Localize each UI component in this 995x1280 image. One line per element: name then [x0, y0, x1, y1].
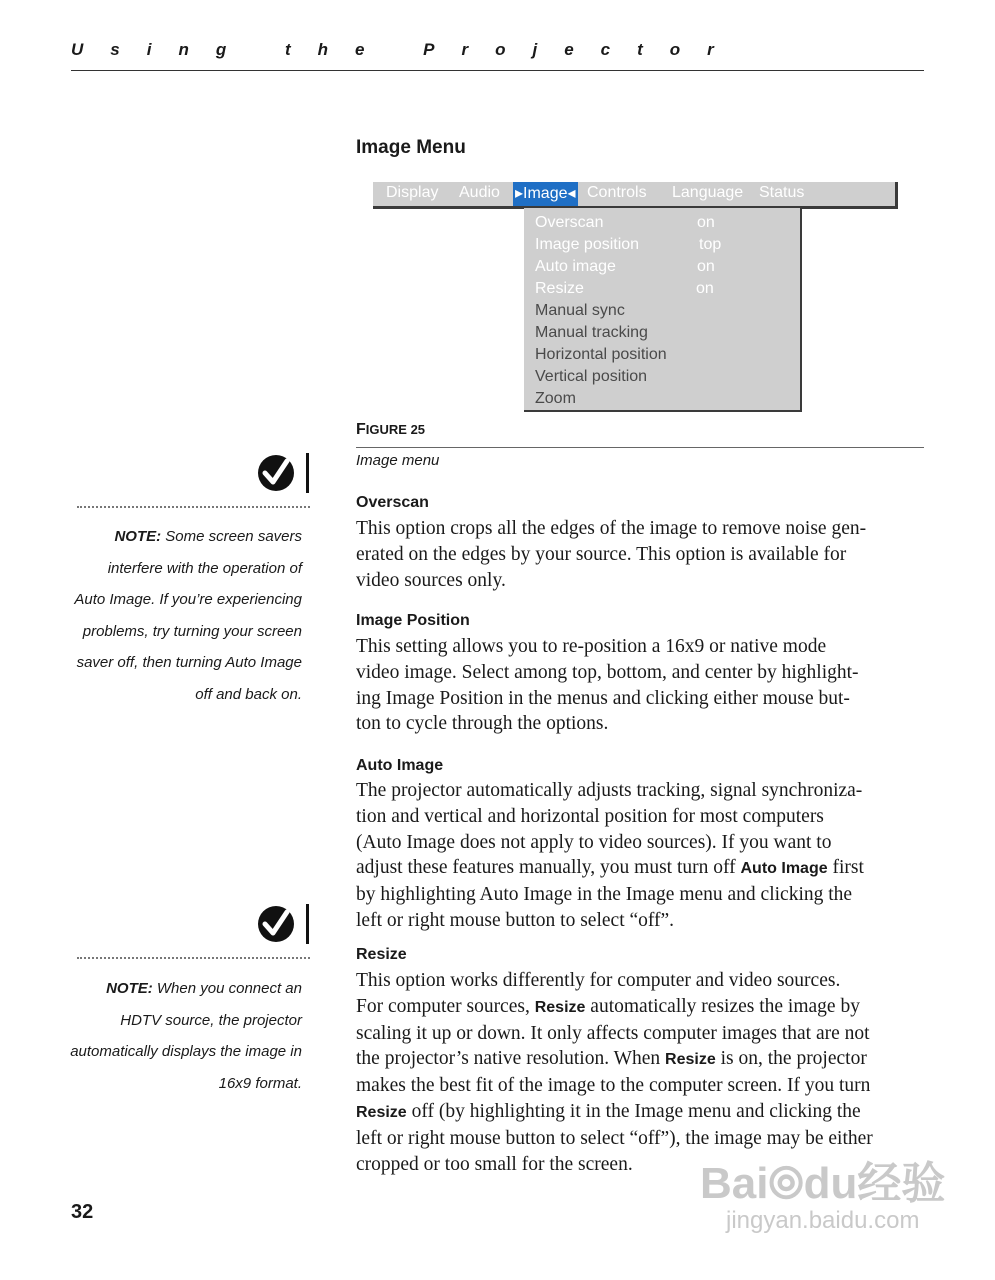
- menu-item-zoom[interactable]: [535, 388, 790, 410]
- paragraph-overscan: This option crops all the edges of the image to remove noise gen- erated on the edges by your source. This option is available for video sources only.: [356, 518, 867, 591]
- menu-item-label: Manual tracking: [535, 324, 648, 341]
- menu-item-value: top: [699, 236, 722, 253]
- tab-status[interactable]: Status: [759, 184, 805, 201]
- note-divider: [77, 957, 310, 959]
- menu-item-label: Zoom: [535, 390, 576, 407]
- tab-display[interactable]: Display: [386, 184, 439, 201]
- menu-item-manual-sync[interactable]: [535, 300, 790, 322]
- paragraph-image-position: This setting allows you to re-position a 16x9 or native mode video image. Select among top, bottom, and center by highlight- ing Image Position in the menus and clicking either mouse but- ton to cycle through the options.: [356, 636, 859, 735]
- tab-controls[interactable]: Controls: [587, 184, 647, 201]
- tab-image[interactable]: ▸Image◂: [513, 182, 578, 206]
- note-checkmark-icon: [256, 903, 312, 945]
- note-divider: [77, 506, 310, 508]
- menu-item-value: on: [697, 258, 715, 275]
- menu-bar: [373, 182, 898, 209]
- figure-rule: [356, 447, 924, 448]
- baidu-watermark: Bai⦾du经验 jingyan.baidu.com: [700, 1159, 946, 1234]
- menu-item-label: Overscan: [535, 214, 604, 231]
- paragraph-auto-image: The projector automatically adjusts tracking, signal synchroniza- tion and vertical and horizontal position for most computers (Auto Image does not apply to video sources). If you want to adjust these features manually, you must turn off Auto Image first by highlighting Auto Image in the Image menu and clicking the left or right mouse button to select “off”.: [356, 780, 864, 931]
- tab-audio[interactable]: Audio: [459, 184, 500, 201]
- menu-item-horizontal-position[interactable]: [535, 344, 790, 366]
- heading-overscan: Overscan: [356, 494, 429, 511]
- figure-caption: Image menu: [356, 452, 440, 469]
- menu-item-value: on: [697, 214, 715, 231]
- menu-item-image-position[interactable]: [535, 234, 790, 256]
- paragraph-resize: This option works differently for computer and video sources. For computer sources, Resize automatically resizes the image by scaling it up or down. It only affects computer images that are not the projector’s native resolution. When Resize is on, the projector makes the best fit of the image to the computer screen. If you turn Resize off (by highlighting it in the Image menu and clicking the left or right mouse button to select “off”), the image may be either cropped or too small for the screen.: [356, 970, 873, 1175]
- header-rule: [71, 70, 924, 71]
- side-note-screen-savers: NOTE: Some screen savers interfere with the operation of Auto Image. If you’re experiencing problems, try turning your screen saver off, then turning Auto Image off and back on.: [74, 528, 302, 703]
- heading-auto-image: Auto Image: [356, 757, 444, 774]
- menu-item-manual-tracking[interactable]: [535, 322, 790, 344]
- note-checkmark-icon: [256, 452, 312, 494]
- menu-item-label: Auto image: [535, 258, 616, 275]
- menu-item-label: Image position: [535, 236, 640, 253]
- page-number: 32: [71, 1201, 94, 1223]
- section-title: Image Menu: [356, 137, 466, 158]
- menu-item-vertical-position[interactable]: [535, 366, 790, 388]
- heading-image-position: Image Position: [356, 612, 470, 629]
- menu-item-auto-image[interactable]: [535, 256, 790, 278]
- menu-item-label: Resize: [535, 280, 584, 297]
- figure-label: FIGURE 25: [356, 421, 426, 438]
- side-note-hdtv: NOTE: When you connect an HDTV source, the projector automatically displays the image in 16x9 format.: [70, 980, 302, 1092]
- menu-item-value: on: [696, 280, 714, 297]
- menu-item-resize[interactable]: [535, 278, 790, 300]
- menu-item-label: Vertical position: [535, 368, 648, 385]
- image-menu-panel: [524, 208, 802, 412]
- menu-item-label: Horizontal position: [535, 346, 667, 363]
- running-header: Using the Projector: [71, 40, 741, 59]
- tab-language[interactable]: Language: [672, 184, 744, 201]
- menu-item-overscan[interactable]: [535, 212, 790, 234]
- heading-resize: Resize: [356, 946, 407, 963]
- menu-item-label: Manual sync: [535, 302, 625, 319]
